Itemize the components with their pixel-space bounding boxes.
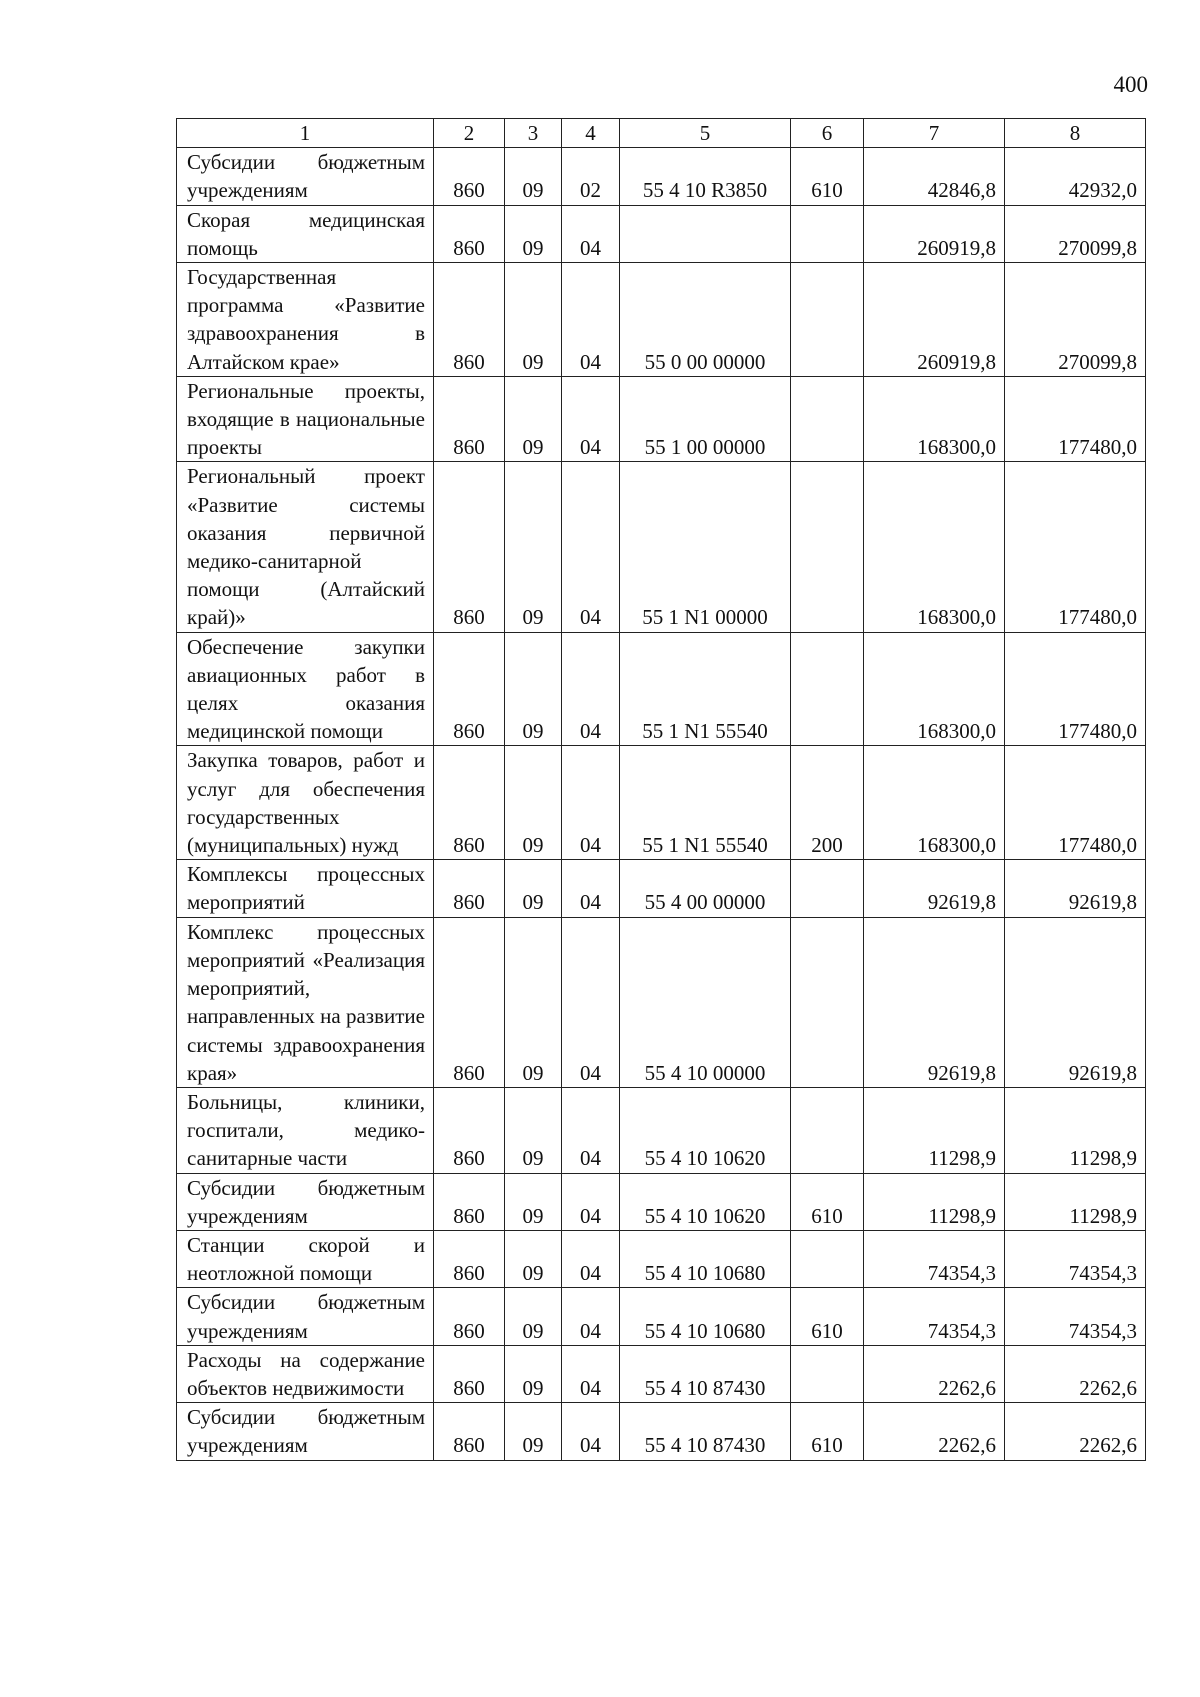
row-sum-col8: 42932,0 — [1005, 148, 1146, 205]
row-expense-type — [791, 1345, 864, 1402]
budget-table — [176, 118, 1146, 1461]
row-sum-col8: 177480,0 — [1005, 376, 1146, 462]
row-subsection: 04 — [562, 376, 620, 462]
table-row — [177, 263, 1146, 377]
header-col-8: 8 — [1005, 119, 1146, 148]
row-grbs: 860 — [434, 1345, 505, 1402]
row-expense-type — [791, 860, 864, 917]
row-subsection: 04 — [562, 860, 620, 917]
header-col-6: 6 — [791, 119, 864, 148]
row-subsection: 04 — [562, 1230, 620, 1287]
row-sum-col7: 92619,8 — [864, 860, 1005, 917]
row-sum-col7: 2262,6 — [864, 1403, 1005, 1460]
row-target-code: 55 1 N1 55540 — [620, 632, 791, 746]
row-target-code: 55 1 N1 00000 — [620, 462, 791, 632]
row-grbs: 860 — [434, 746, 505, 860]
row-expense-type — [791, 917, 864, 1087]
row-expense-type — [791, 1230, 864, 1287]
row-section: 09 — [505, 376, 562, 462]
row-name: Региональный проект «Развитие системы оказания первичной медико-санитарной помощи (Алтайский край)» — [177, 462, 434, 632]
row-name: Субсидии бюджетным учреждениям — [177, 1403, 434, 1460]
row-section: 09 — [505, 1230, 562, 1287]
row-grbs: 860 — [434, 263, 505, 377]
row-subsection: 04 — [562, 746, 620, 860]
header-col-5: 5 — [620, 119, 791, 148]
row-subsection: 04 — [562, 1173, 620, 1230]
row-sum-col8: 177480,0 — [1005, 632, 1146, 746]
table-row — [177, 205, 1146, 262]
row-sum-col8: 92619,8 — [1005, 860, 1146, 917]
row-sum-col7: 168300,0 — [864, 462, 1005, 632]
row-sum-col7: 168300,0 — [864, 376, 1005, 462]
row-name: Станции скорой и неотложной помощи — [177, 1230, 434, 1287]
row-name: Закупка товаров, работ и услуг для обеспечения государственных (муниципальных) нужд — [177, 746, 434, 860]
table-header — [177, 119, 1146, 148]
header-col-7: 7 — [864, 119, 1005, 148]
row-target-code: 55 4 10 R3850 — [620, 148, 791, 205]
row-expense-type — [791, 205, 864, 262]
row-section: 09 — [505, 860, 562, 917]
row-sum-col8: 11298,9 — [1005, 1173, 1146, 1230]
row-section: 09 — [505, 1173, 562, 1230]
row-target-code: 55 0 00 00000 — [620, 263, 791, 377]
row-subsection: 04 — [562, 1087, 620, 1173]
row-target-code: 55 4 10 10620 — [620, 1087, 791, 1173]
row-sum-col8: 74354,3 — [1005, 1230, 1146, 1287]
row-section: 09 — [505, 1345, 562, 1402]
row-sum-col8: 74354,3 — [1005, 1288, 1146, 1345]
row-section: 09 — [505, 148, 562, 205]
row-expense-type — [791, 632, 864, 746]
row-subsection: 04 — [562, 632, 620, 746]
row-section: 09 — [505, 1288, 562, 1345]
row-name: Государственная программа «Развитие здравоохранения в Алтайском крае» — [177, 263, 434, 377]
row-grbs: 860 — [434, 917, 505, 1087]
row-expense-type — [791, 263, 864, 377]
row-section: 09 — [505, 746, 562, 860]
row-subsection: 04 — [562, 462, 620, 632]
row-sum-col8: 177480,0 — [1005, 462, 1146, 632]
row-target-code: 55 4 10 00000 — [620, 917, 791, 1087]
table-row — [177, 1403, 1146, 1460]
header-row — [177, 119, 1146, 148]
header-col-2: 2 — [434, 119, 505, 148]
row-target-code: 55 4 10 10620 — [620, 1173, 791, 1230]
row-target-code: 55 4 10 10680 — [620, 1288, 791, 1345]
row-name: Региональные проекты, входящие в национальные проекты — [177, 376, 434, 462]
row-sum-col8: 11298,9 — [1005, 1087, 1146, 1173]
table-row — [177, 1173, 1146, 1230]
row-grbs: 860 — [434, 632, 505, 746]
row-sum-col7: 260919,8 — [864, 205, 1005, 262]
row-section: 09 — [505, 263, 562, 377]
row-subsection: 04 — [562, 1345, 620, 1402]
table-row — [177, 462, 1146, 632]
row-name: Комплексы процессных мероприятий — [177, 860, 434, 917]
row-name: Скорая медицинская помощь — [177, 205, 434, 262]
row-name: Комплекс процессных мероприятий «Реализация мероприятий, направленных на развитие системы здравоохранения края» — [177, 917, 434, 1087]
row-grbs: 860 — [434, 462, 505, 632]
row-expense-type — [791, 376, 864, 462]
header-col-4: 4 — [562, 119, 620, 148]
row-grbs: 860 — [434, 860, 505, 917]
row-grbs: 860 — [434, 148, 505, 205]
row-expense-type: 610 — [791, 1173, 864, 1230]
header-col-3: 3 — [505, 119, 562, 148]
row-sum-col8: 92619,8 — [1005, 917, 1146, 1087]
table-row — [177, 1230, 1146, 1287]
row-name: Субсидии бюджетным учреждениям — [177, 1173, 434, 1230]
row-target-code: 55 4 10 87430 — [620, 1345, 791, 1402]
row-section: 09 — [505, 205, 562, 262]
row-sum-col8: 270099,8 — [1005, 263, 1146, 377]
row-sum-col7: 168300,0 — [864, 632, 1005, 746]
row-sum-col7: 168300,0 — [864, 746, 1005, 860]
table-row — [177, 632, 1146, 746]
table-row — [177, 860, 1146, 917]
row-sum-col7: 2262,6 — [864, 1345, 1005, 1402]
row-grbs: 860 — [434, 1230, 505, 1287]
row-grbs: 860 — [434, 1403, 505, 1460]
header-col-1: 1 — [177, 119, 434, 148]
row-expense-type: 610 — [791, 148, 864, 205]
row-sum-col7: 74354,3 — [864, 1288, 1005, 1345]
row-subsection: 04 — [562, 917, 620, 1087]
row-name: Обеспечение закупки авиационных работ в целях оказания медицинской помощи — [177, 632, 434, 746]
row-name: Субсидии бюджетным учреждениям — [177, 148, 434, 205]
row-sum-col7: 42846,8 — [864, 148, 1005, 205]
row-grbs: 860 — [434, 205, 505, 262]
row-section: 09 — [505, 917, 562, 1087]
row-name: Больницы, клиники, госпитали, медико-санитарные части — [177, 1087, 434, 1173]
row-name: Субсидии бюджетным учреждениям — [177, 1288, 434, 1345]
row-target-code: 55 4 10 87430 — [620, 1403, 791, 1460]
row-expense-type — [791, 462, 864, 632]
row-section: 09 — [505, 1403, 562, 1460]
table-body — [177, 148, 1146, 1460]
table-row — [177, 148, 1146, 205]
row-sum-col8: 270099,8 — [1005, 205, 1146, 262]
row-expense-type — [791, 1087, 864, 1173]
row-section: 09 — [505, 1087, 562, 1173]
row-grbs: 860 — [434, 1288, 505, 1345]
row-target-code: 55 4 10 10680 — [620, 1230, 791, 1287]
row-sum-col8: 2262,6 — [1005, 1403, 1146, 1460]
row-section: 09 — [505, 462, 562, 632]
row-subsection: 04 — [562, 1288, 620, 1345]
row-section: 09 — [505, 632, 562, 746]
row-sum-col7: 11298,9 — [864, 1173, 1005, 1230]
row-grbs: 860 — [434, 376, 505, 462]
row-sum-col7: 74354,3 — [864, 1230, 1005, 1287]
row-subsection: 04 — [562, 205, 620, 262]
row-subsection: 04 — [562, 263, 620, 377]
row-expense-type: 610 — [791, 1288, 864, 1345]
row-grbs: 860 — [434, 1087, 505, 1173]
table-row — [177, 1345, 1146, 1402]
row-name: Расходы на содержание объектов недвижимости — [177, 1345, 434, 1402]
row-sum-col8: 2262,6 — [1005, 1345, 1146, 1402]
row-grbs: 860 — [434, 1173, 505, 1230]
row-sum-col7: 11298,9 — [864, 1087, 1005, 1173]
row-sum-col7: 92619,8 — [864, 917, 1005, 1087]
row-sum-col7: 260919,8 — [864, 263, 1005, 377]
table-row — [177, 917, 1146, 1087]
row-target-code: 55 1 N1 55540 — [620, 746, 791, 860]
row-expense-type: 610 — [791, 1403, 864, 1460]
row-target-code: 55 1 00 00000 — [620, 376, 791, 462]
row-subsection: 04 — [562, 1403, 620, 1460]
row-sum-col8: 177480,0 — [1005, 746, 1146, 860]
page-number: 400 — [1113, 72, 1148, 97]
table-row — [177, 1087, 1146, 1173]
table-row — [177, 1288, 1146, 1345]
row-target-code: 55 4 00 00000 — [620, 860, 791, 917]
row-subsection: 02 — [562, 148, 620, 205]
table-row — [177, 746, 1146, 860]
row-target-code — [620, 205, 791, 262]
row-expense-type: 200 — [791, 746, 864, 860]
table-row — [177, 376, 1146, 462]
